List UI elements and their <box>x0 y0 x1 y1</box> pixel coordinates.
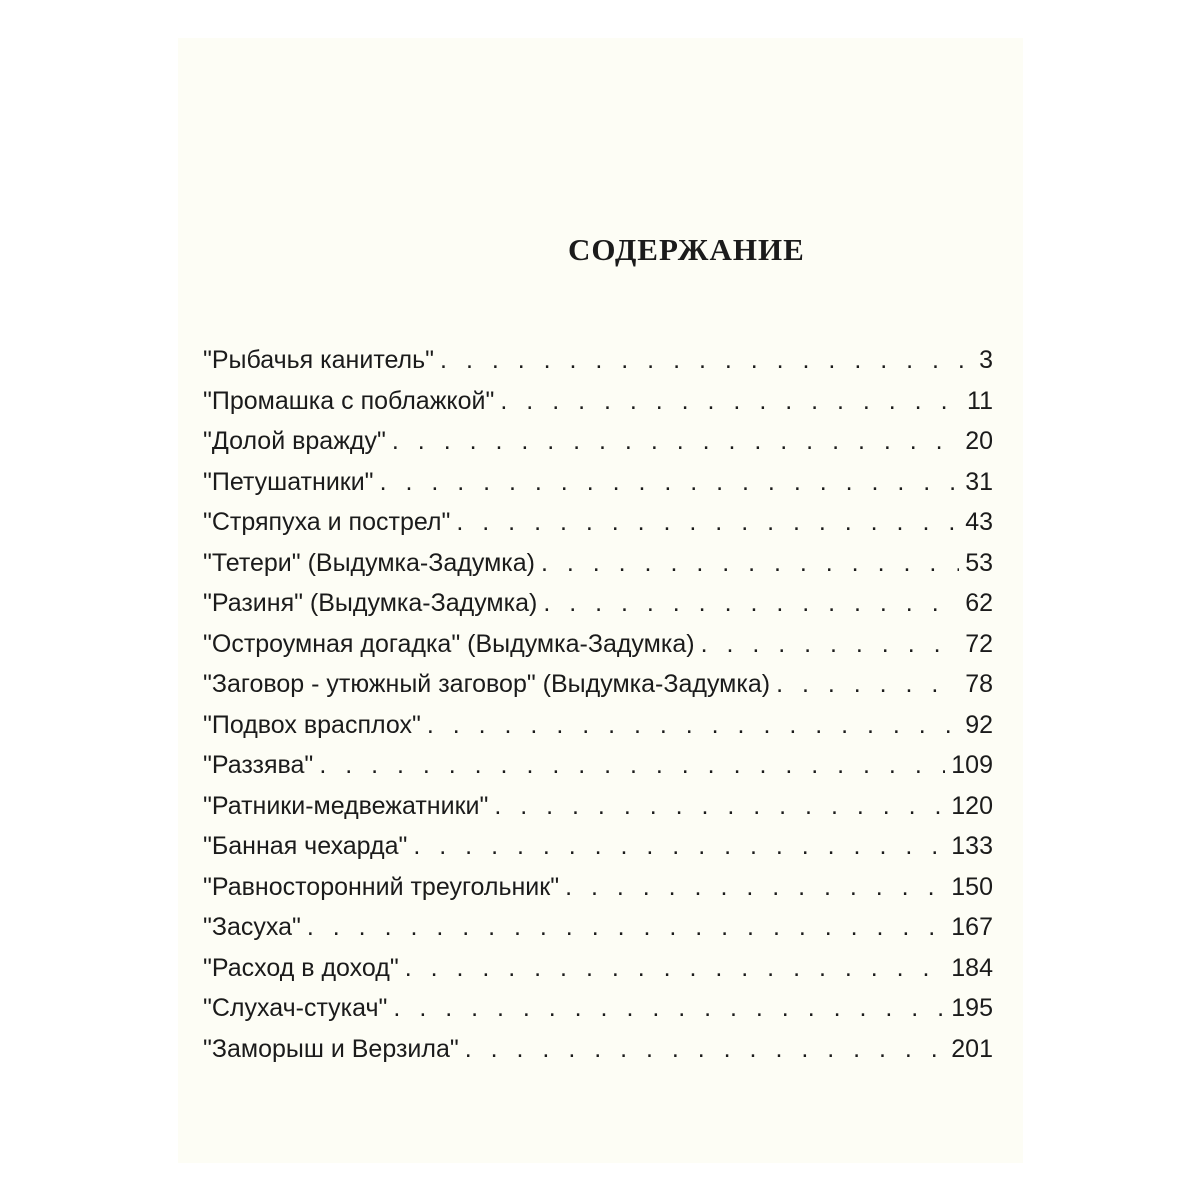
toc-entry <box>203 751 993 792</box>
dot-leader <box>465 1035 946 1064</box>
toc-entry-title: "Рыбачья канитель" <box>203 346 435 374</box>
toc-entry-title: "Заморыш и Верзила" <box>203 1034 459 1063</box>
toc-entry-page: 53 <box>965 548 993 577</box>
toc-entry-page: 78 <box>965 670 993 698</box>
toc-entry <box>203 1035 993 1076</box>
dot-leader <box>440 346 973 375</box>
toc-entry-page: 62 <box>965 589 993 617</box>
toc-entry <box>203 792 993 833</box>
toc-entry-title: "Слухач-стукач" <box>203 994 388 1022</box>
dot-leader <box>541 549 959 578</box>
dot-leader <box>456 508 959 537</box>
toc-entry <box>203 954 993 995</box>
toc-entry <box>203 994 993 1035</box>
toc-entry-title: "Равносторонний треугольник" <box>203 872 560 901</box>
dot-leader <box>392 427 959 456</box>
toc-entry-page: 120 <box>951 791 993 820</box>
toc-entry-title: "Промашка с поблажкой" <box>203 386 495 415</box>
dot-leader <box>413 832 945 861</box>
toc-entry-page: 72 <box>965 629 993 658</box>
dot-leader <box>701 630 960 659</box>
toc-entry-page: 92 <box>965 710 993 739</box>
toc-entry-title: "Ратники-медвежатники" <box>203 791 489 820</box>
toc-entry-page: 167 <box>951 913 993 941</box>
toc-entry-title: "Засуха" <box>203 913 301 941</box>
toc-entry <box>203 630 993 671</box>
dot-leader <box>427 711 959 740</box>
toc-entry-page: 195 <box>951 994 993 1022</box>
toc-entry <box>203 508 993 549</box>
toc-entry-page: 133 <box>951 832 993 860</box>
toc-entry-title: "Остроумная догадка" (Выдумка-Задумка) <box>203 629 695 658</box>
dot-leader <box>776 670 959 699</box>
toc-entry <box>203 346 993 387</box>
toc-entry <box>203 427 993 468</box>
toc-entry <box>203 873 993 914</box>
toc-entry <box>203 670 993 711</box>
toc-entry <box>203 387 993 428</box>
toc-entry-page: 31 <box>965 467 993 496</box>
dot-leader <box>405 954 946 983</box>
dot-leader <box>393 994 945 1023</box>
toc-entry <box>203 549 993 590</box>
toc-entry-title: "Подвох врасплох" <box>203 710 421 739</box>
toc-entry-title: "Расход в доход" <box>203 953 399 982</box>
toc-entry-page: 20 <box>965 427 993 455</box>
toc-entry <box>203 913 993 954</box>
toc-entry-title: "Заговор - утюжный заговор" (Выдумка-Задумка) <box>203 670 771 698</box>
toc-entry-title: "Тетери" (Выдумка-Задумка) <box>203 548 535 577</box>
toc-entry-title: "Петушатники" <box>203 467 374 496</box>
toc-entry <box>203 711 993 752</box>
toc-entry-title: "Разиня" (Выдумка-Задумка) <box>203 589 538 617</box>
toc-entry-page: 201 <box>951 1034 993 1063</box>
dot-leader <box>319 751 945 780</box>
toc-entry-title: "Банная чехарда" <box>203 832 408 860</box>
toc-entry <box>203 589 993 630</box>
toc-entry-page: 11 <box>967 386 993 415</box>
toc-entry-title: "Стряпуха и пострел" <box>203 508 451 536</box>
toc-entry <box>203 832 993 873</box>
dot-leader <box>565 873 945 902</box>
toc-entry-page: 109 <box>951 751 993 779</box>
dot-leader <box>380 468 960 497</box>
dot-leader <box>494 792 945 821</box>
toc-entry-title: "Раззява" <box>203 751 314 779</box>
page-title: СОДЕРЖАНИЕ <box>568 232 805 267</box>
toc-entry-page: 43 <box>965 508 993 536</box>
dot-leader <box>543 589 959 618</box>
toc-entry-page: 150 <box>951 872 993 901</box>
toc-entry <box>203 468 993 509</box>
toc-entry-title: "Долой вражду" <box>203 427 386 455</box>
dot-leader <box>500 387 961 416</box>
dot-leader <box>307 913 945 942</box>
toc-entry-page: 184 <box>951 953 993 982</box>
table-of-contents <box>203 346 993 1075</box>
toc-entry-page: 3 <box>979 346 993 374</box>
